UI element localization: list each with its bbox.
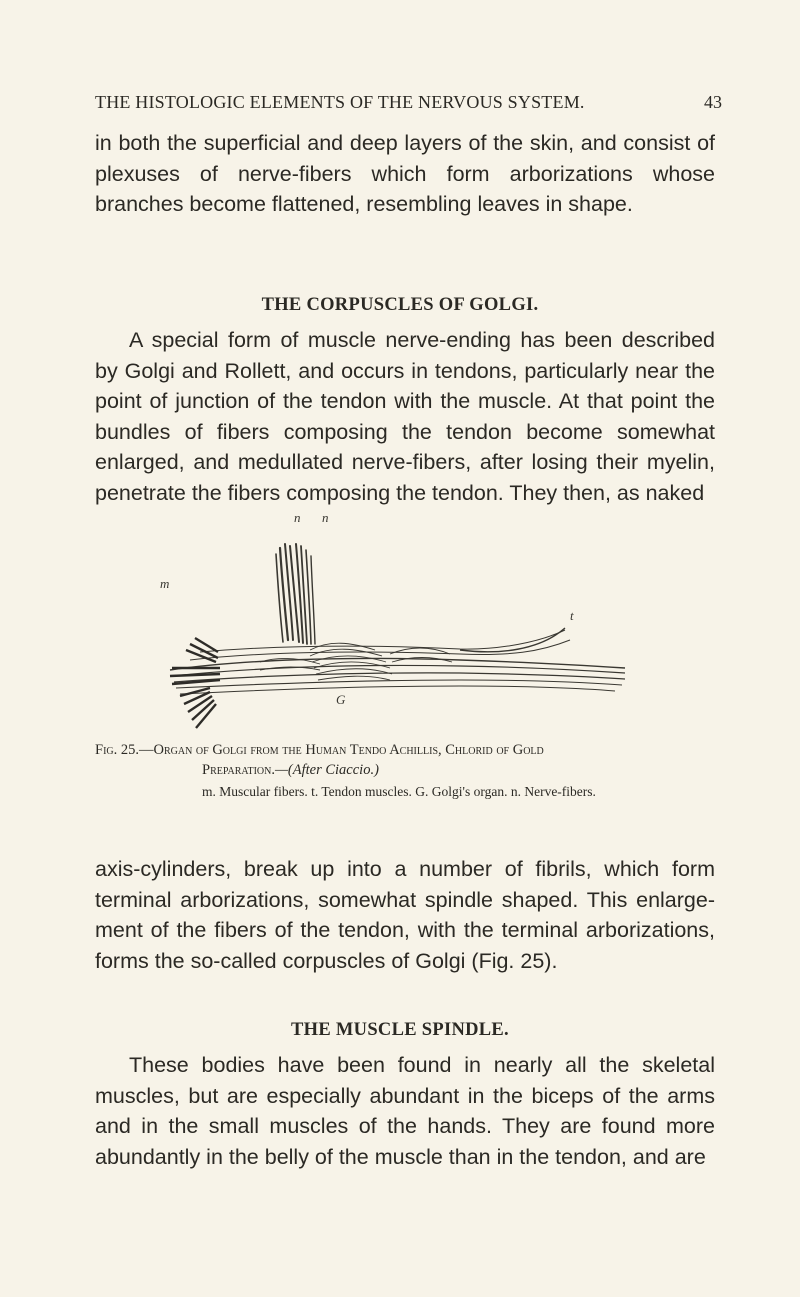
paragraph-2: A special form of muscle nerve-ending has been described by Golgi and Rollett, and occurs in tendons, particularly near the point of junction of the tendon with the muscle. At that point the bundles of fibers composing the tendon become somewhat enlarged, and medullated nerve-fibers, after losing their myelin, penetrate the fibers composing the tendon. They then, as naked bbox=[95, 328, 715, 505]
running-head-title: THE HISTOLOGIC ELEMENTS OF THE NERVOUS SYSTEM. bbox=[95, 92, 585, 112]
figure-label-n-right: n bbox=[322, 510, 329, 525]
section-heading-spindle: THE MUSCLE SPINDLE. bbox=[291, 1020, 509, 1040]
figure-title-part1: —Organ of Golgi from the Human Tendo Achillis, Chlorid of Gold bbox=[139, 742, 544, 758]
figure-legend: m. Muscular fibers. t. Tendon muscles. G. Golgi's organ. n. Nerve-fibers. bbox=[202, 784, 596, 799]
running-header bbox=[0, 92, 800, 118]
figure-label-t: t bbox=[570, 608, 574, 623]
section-heading-golgi: THE CORPUSCLES OF GOLGI. bbox=[261, 295, 539, 315]
figure-caption-line-2 bbox=[202, 760, 800, 780]
figure-title-part2: Preparation. bbox=[202, 762, 275, 778]
page-number: 43 bbox=[704, 92, 722, 112]
figure-label-G: G bbox=[336, 692, 346, 707]
paragraph-1: in both the superficial and deep layers of the skin, and consist of plexuses of nerve-fibers which form arborizations whose branches become flattened, resembling leaves in shape. bbox=[95, 131, 715, 217]
golgi-organ-illustration bbox=[160, 510, 630, 738]
figure-caption-line-1 bbox=[95, 740, 715, 760]
figure-source: —(After Ciaccio.) bbox=[275, 762, 379, 778]
paragraph-3: axis-cylinders, break up into a number of fibrils, which form terminal arborizations, somewhat spindle shaped. This enlarge-ment of the fibers of the tendon, with the terminal arborizations, forms the so-called corpuscles of Golgi (Fig. 25). bbox=[95, 857, 715, 973]
figure-label-n-left: n bbox=[294, 510, 301, 525]
figure-label-m: m bbox=[160, 576, 170, 591]
figure-golgi-organ bbox=[160, 510, 630, 738]
figure-number: Fig. 25. bbox=[95, 742, 139, 758]
paragraph-4: These bodies have been found in nearly all the skeletal muscles, but are especially abundant in the biceps of the arms and in the small muscles of the hands. They are found more abundantly in the belly of the muscle than in the tendon, and are bbox=[95, 1053, 715, 1169]
